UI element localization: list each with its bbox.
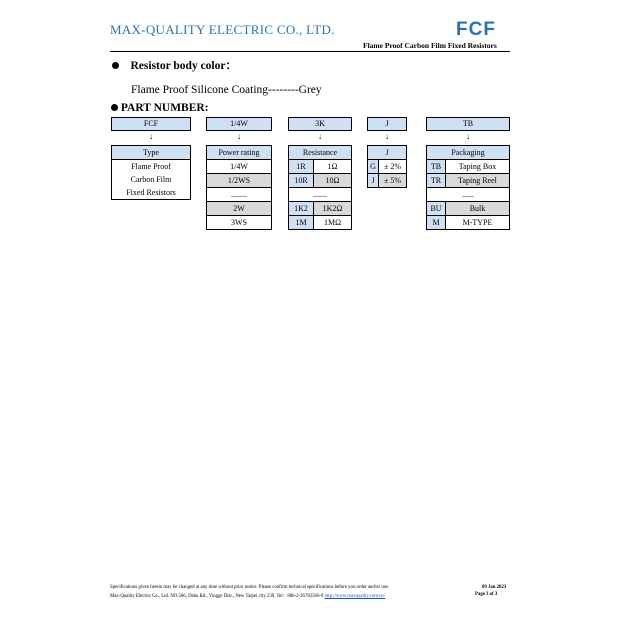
resistance-value: 1Ω	[314, 160, 352, 174]
resistance-code: 10R	[289, 174, 314, 188]
packaging-code: BU	[427, 202, 446, 216]
power-row: 3WS	[207, 216, 272, 230]
resistance-table	[288, 145, 352, 230]
part-number-heading-text: PART NUMBER:	[120, 102, 209, 114]
arrow-down-icon: ↓	[237, 132, 241, 141]
packaging-value: Taping Box	[446, 160, 510, 174]
packaging-header: Packaging	[427, 146, 510, 160]
power-header: Power rating	[207, 146, 272, 160]
company-name: MAX-QUALITY ELECTRIC CO., LTD.	[110, 22, 335, 37]
type-line: Carbon Film	[112, 173, 191, 186]
tolerance-value: ± 2%	[379, 160, 407, 174]
tolerance-header: J	[368, 146, 407, 160]
footer-disclaimer: Specifications given herein may be changed at any time without prior notice. Please confirm technical specifications before you order and/or use.	[110, 585, 389, 590]
website-link[interactable]: http://www.maxquality.com.tw/	[324, 594, 386, 599]
part-number-heading	[111, 102, 209, 114]
footer-address	[110, 592, 385, 599]
tolerance-code: J	[368, 174, 379, 188]
packaging-value: M-TYPE	[446, 216, 510, 230]
resistance-value: .......	[289, 188, 352, 202]
arrow-down-icon: ↓	[149, 132, 153, 141]
resistance-value: 1K2Ω	[314, 202, 352, 216]
type-header: Type	[112, 146, 191, 160]
header-rule	[110, 51, 510, 52]
power-row: 2W	[207, 202, 272, 216]
footer-page: Page 3 of 3	[475, 592, 498, 597]
resistance-header: Resistance	[289, 146, 352, 160]
body-color-heading	[112, 57, 237, 73]
footer-address-text: Max-Quality Electric Co., Ltd. NO.566, Dahu Rd., Yingge Dist., New Taipei city 239, Tel：886-2-26782566-9	[110, 594, 325, 599]
power-row: 1/2WS	[207, 174, 272, 188]
code-box-tolerance: J	[367, 117, 407, 131]
type-line: Flame Proof	[112, 160, 191, 174]
code-box-resistance: 3K	[288, 117, 352, 131]
type-table	[111, 145, 191, 200]
arrow-down-icon: ↓	[318, 132, 322, 141]
resistance-code: 1R	[289, 160, 314, 174]
footer-date: 09 Jan 2023	[482, 585, 507, 590]
arrow-down-icon: ↓	[466, 132, 470, 141]
packaging-code: TR	[427, 174, 446, 188]
fcf-logo: FCF	[456, 19, 496, 40]
power-row: ........	[207, 188, 272, 202]
tolerance-value: ± 5%	[379, 174, 407, 188]
tolerance-code: G	[368, 160, 379, 174]
resistance-code: 1K2	[289, 202, 314, 216]
packaging-code: TB	[427, 160, 446, 174]
body-color-heading-text: Resistor body color：	[130, 60, 237, 72]
power-table	[206, 145, 272, 230]
resistance-value: 10Ω	[314, 174, 352, 188]
power-row: 1/4W	[207, 160, 272, 174]
tolerance-table	[367, 145, 407, 188]
type-line: Fixed Resistors	[112, 186, 191, 200]
packaging-value: ......	[427, 188, 510, 202]
packaging-code: M	[427, 216, 446, 230]
packaging-value: Bulk	[446, 202, 510, 216]
code-box-packaging: TB	[426, 117, 510, 131]
resistance-code: 1M	[289, 216, 314, 230]
packaging-table	[426, 145, 510, 230]
arrow-down-icon: ↓	[385, 132, 389, 141]
resistance-value: 1MΩ	[314, 216, 352, 230]
document-subtitle: Flame Proof Carbon Film Fixed Resistors	[363, 41, 497, 50]
coating-text: Flame Proof Silicone Coating--------Grey	[131, 84, 322, 96]
code-box-power: 1/4W	[206, 117, 272, 131]
bullet-icon	[112, 62, 119, 69]
code-box-type: FCF	[111, 117, 191, 131]
bullet-icon	[111, 104, 118, 111]
packaging-value: Taping Reel	[446, 174, 510, 188]
